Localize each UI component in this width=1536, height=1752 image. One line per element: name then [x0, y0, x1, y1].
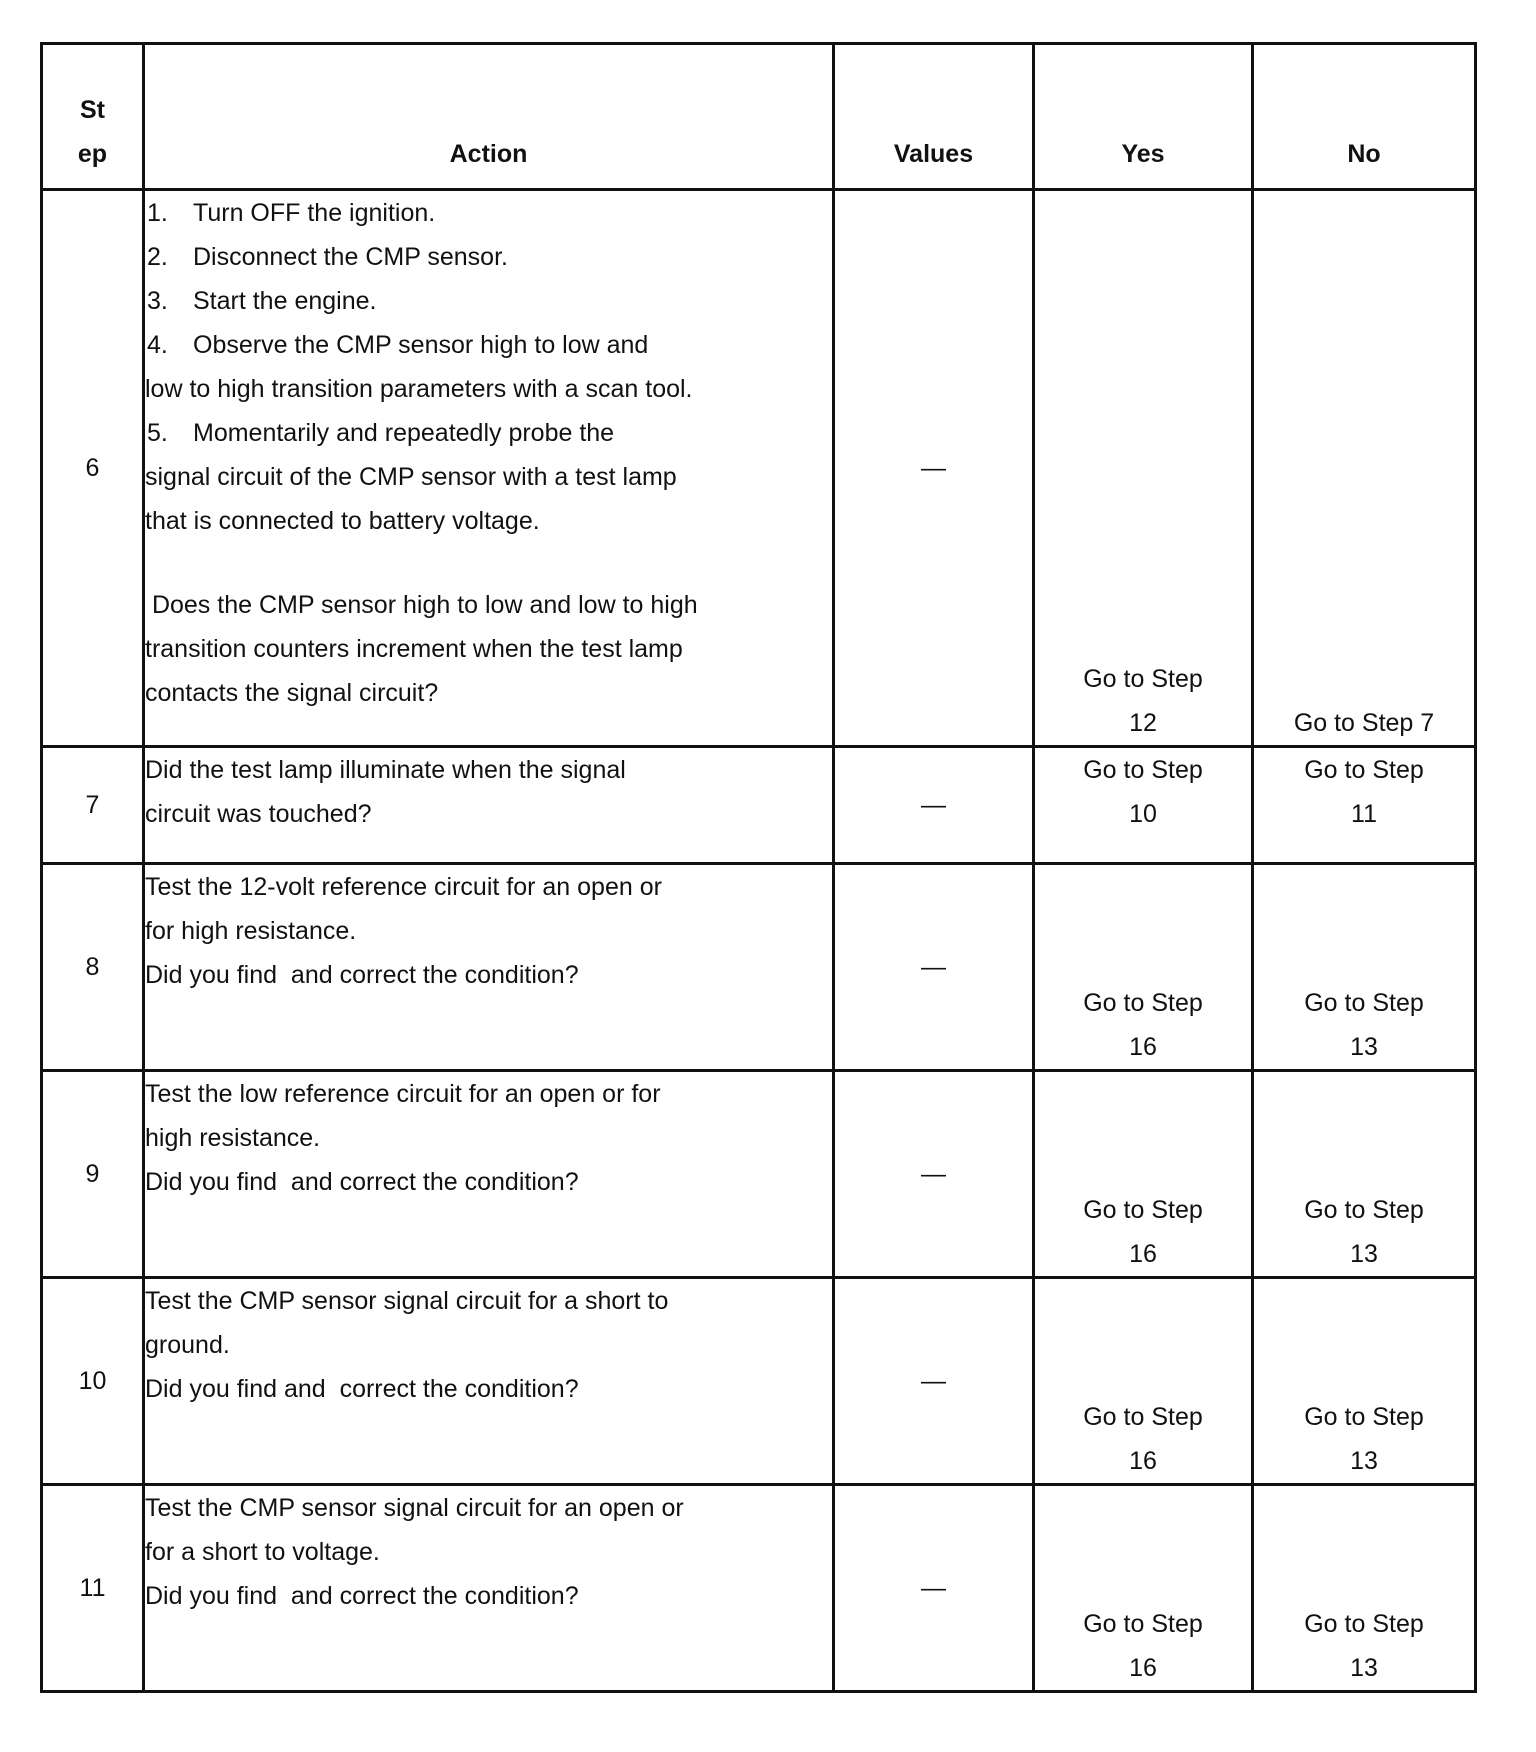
step-number: 6 — [42, 190, 144, 747]
yes-step-number: 16 — [1129, 1240, 1157, 1268]
yes-cell — [1034, 1278, 1253, 1485]
no-cell — [1253, 1278, 1476, 1485]
action-question: transition counters increment when the test lamp — [145, 635, 683, 663]
no-step-number: 13 — [1350, 1240, 1378, 1268]
diagnostic-table — [40, 42, 1477, 1693]
action-line: for a short to voltage. — [145, 1538, 380, 1566]
action-line: ground. — [145, 1331, 230, 1359]
action-cell — [144, 1485, 834, 1692]
header-step-line2: ep — [77, 140, 108, 168]
action-item: 4. Observe the CMP sensor high to low and — [147, 331, 649, 359]
action-line: Did you find and correct the condition? — [145, 1168, 579, 1196]
values-cell: — — [834, 190, 1034, 747]
yes-goto: Go to Step — [1083, 665, 1203, 693]
no-step-number: 13 — [1350, 1447, 1378, 1475]
action-cell — [144, 747, 834, 864]
action-line: Test the 12-volt reference circuit for an open or — [145, 873, 662, 901]
action-item: 1. Turn OFF the ignition. — [147, 199, 436, 227]
table-row — [42, 1071, 1476, 1278]
step-number: 10 — [42, 1278, 144, 1485]
action-cell — [144, 1278, 834, 1485]
table-row — [42, 747, 1476, 864]
values-cell: — — [834, 1485, 1034, 1692]
header-action: Action — [144, 44, 834, 190]
no-goto: Go to Step — [1304, 756, 1424, 784]
table-row — [42, 1278, 1476, 1485]
header-values: Values — [834, 44, 1034, 190]
no-goto: Go to Step — [1304, 989, 1424, 1017]
action-line: for high resistance. — [145, 917, 357, 945]
values-cell: — — [834, 1071, 1034, 1278]
yes-step-number: 10 — [1129, 800, 1157, 828]
no-cell — [1253, 1071, 1476, 1278]
yes-goto: Go to Step — [1083, 756, 1203, 784]
table-row — [42, 864, 1476, 1071]
yes-step-number: 16 — [1129, 1033, 1157, 1061]
yes-goto: Go to Step — [1083, 1196, 1203, 1224]
action-question: Does the CMP sensor high to low and low to high — [145, 591, 698, 619]
action-line: Test the CMP sensor signal circuit for a short to — [145, 1287, 669, 1315]
no-step-number: 13 — [1350, 1654, 1378, 1682]
step-number: 7 — [42, 747, 144, 864]
action-line: Test the CMP sensor signal circuit for an open or — [145, 1494, 684, 1522]
no-goto: Go to Step — [1304, 1196, 1424, 1224]
header-yes: Yes — [1034, 44, 1253, 190]
no-step-number: 13 — [1350, 1033, 1378, 1061]
values-cell: — — [834, 747, 1034, 864]
values-cell: — — [834, 864, 1034, 1071]
yes-cell — [1034, 190, 1253, 747]
yes-cell — [1034, 864, 1253, 1071]
action-item: 3. Start the engine. — [147, 287, 377, 315]
yes-step-number: 12 — [1129, 709, 1157, 737]
no-step-number: 11 — [1351, 800, 1377, 828]
action-line: Did the test lamp illuminate when the signal — [145, 756, 626, 784]
action-item-continuation: signal circuit of the CMP sensor with a test lamp — [145, 463, 677, 491]
step-number: 9 — [42, 1071, 144, 1278]
table-row — [42, 190, 1476, 747]
no-goto: Go to Step 7 — [1293, 709, 1435, 737]
yes-goto: Go to Step — [1083, 1610, 1203, 1638]
yes-step-number: 16 — [1129, 1654, 1157, 1682]
yes-goto: Go to Step — [1083, 1403, 1203, 1431]
no-cell — [1253, 190, 1476, 747]
action-line: Did you find and correct the condition? — [145, 961, 579, 989]
header-no: No — [1253, 44, 1476, 190]
action-line: circuit was touched? — [145, 800, 372, 828]
action-line: high resistance. — [145, 1124, 321, 1152]
no-cell — [1253, 1485, 1476, 1692]
no-cell — [1253, 747, 1476, 864]
step-number: 11 — [42, 1485, 144, 1692]
header-row — [42, 44, 1476, 190]
header-step-line1: St — [80, 96, 105, 124]
action-item: 2. Disconnect the CMP sensor. — [147, 243, 508, 271]
yes-step-number: 16 — [1129, 1447, 1157, 1475]
action-line: Test the low reference circuit for an open or for — [145, 1080, 661, 1108]
action-item: 5. Momentarily and repeatedly probe the — [147, 419, 615, 447]
action-line: Did you find and correct the condition? — [145, 1582, 579, 1610]
no-cell — [1253, 864, 1476, 1071]
action-item-continuation: low to high transition parameters with a scan tool. — [145, 375, 693, 403]
no-goto: Go to Step — [1304, 1610, 1424, 1638]
action-question: contacts the signal circuit? — [145, 679, 439, 707]
yes-goto: Go to Step — [1083, 989, 1203, 1017]
action-cell — [144, 1071, 834, 1278]
action-cell — [144, 190, 834, 747]
yes-cell — [1034, 747, 1253, 864]
action-item-continuation: that is connected to battery voltage. — [145, 507, 540, 535]
action-cell — [144, 864, 834, 1071]
yes-cell — [1034, 1485, 1253, 1692]
values-cell: — — [834, 1278, 1034, 1485]
no-goto: Go to Step — [1304, 1403, 1424, 1431]
header-step — [42, 44, 144, 190]
step-number: 8 — [42, 864, 144, 1071]
yes-cell — [1034, 1071, 1253, 1278]
action-line: Did you find and correct the condition? — [145, 1375, 579, 1403]
table-row — [42, 1485, 1476, 1692]
